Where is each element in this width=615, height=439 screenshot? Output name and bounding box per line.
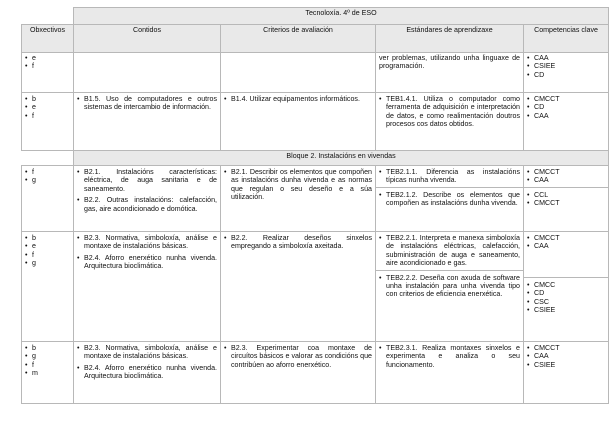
contents-cell: [74, 93, 221, 151]
block-header-row: [22, 151, 609, 166]
contents-cell: [74, 342, 221, 404]
competence-item: • CD: [527, 103, 605, 111]
competence-item: • CMCCT: [527, 199, 605, 207]
content-item: • B2.2. Outras instalacións: calefacción, gas, aire acondicionado e domótica.: [77, 196, 217, 213]
criterion-item: • B1.4. Utilizar equipamentos informáticos.: [224, 95, 372, 103]
column-header-row: [22, 25, 609, 53]
header-objectives: Obxectivos: [22, 25, 74, 53]
table-title: Tecnoloxía. 4º de ESO: [74, 8, 609, 25]
objectives-cell: [22, 93, 74, 151]
competence-item: • CMCCT: [527, 234, 605, 242]
contents-cell: [74, 166, 221, 232]
content-item: • B2.1. Instalacións características: eléctrica, de auga sanitaria e de saneamento.: [77, 168, 217, 193]
competences-cell: [524, 53, 609, 93]
competence-item: • CAA: [527, 176, 605, 184]
header-contents: Contidos: [74, 25, 221, 53]
competence-item: • CMCCT: [527, 344, 605, 352]
objective-item: • f: [25, 361, 70, 369]
criteria-cell: [221, 166, 376, 232]
standard-subcell: [376, 187, 523, 208]
criterion-item: • B2.2. Realizar deseños sinxelos empregando a simboloxía axeitada.: [224, 234, 372, 251]
objective-item: • g: [25, 176, 70, 184]
competence-item: • CMCCT: [527, 168, 605, 176]
table-row: [22, 166, 609, 232]
criteria-cell: [221, 342, 376, 404]
objective-item: • f: [25, 112, 70, 120]
table-title-row: [22, 8, 609, 25]
criteria-cell: [221, 93, 376, 151]
objectives-cell: [22, 232, 74, 342]
competence-item: • CSC: [527, 298, 605, 306]
objective-item: • e: [25, 54, 70, 62]
standard-cell: [376, 342, 524, 404]
table-row: [22, 53, 609, 93]
objective-item: • f: [25, 251, 70, 259]
competence-item: • CAA: [527, 352, 605, 360]
objective-item: • b: [25, 344, 70, 352]
competences-cell: [524, 93, 609, 151]
competences-cell: [524, 232, 609, 342]
competence-item: • CAA: [527, 112, 605, 120]
competence-item: • CSIEE: [527, 62, 605, 70]
contents-cell: [74, 232, 221, 342]
header-standards: Estándares de aprendizaxe: [376, 25, 524, 53]
competence-item: • CAA: [527, 54, 605, 62]
objective-item: • b: [25, 234, 70, 242]
objective-item: • e: [25, 103, 70, 111]
criterion-item: • B2.1. Describir os elementos que compoñen as instalacións dunha vivenda e as normas que regulan o seu deseño e a súa utilización.: [224, 168, 372, 202]
standard-subcell: [376, 270, 523, 299]
standard-cell: [376, 93, 524, 151]
standard-item: • TEB2.2.2. Deseña con axuda de software unha instalación para unha vivenda tipo con criterios de eficiencia enerxética.: [379, 274, 520, 299]
content-item: • B2.3. Normativa, simboloxía, análise e montaxe de instalacións básicas.: [77, 344, 217, 361]
standard-item: • TEB2.3.1. Realiza montaxes sinxelos e experimenta e analiza o seu funcionamento.: [379, 344, 520, 369]
criterion-item: • B2.3. Experimentar coa montaxe de circuítos básicos e valorar as condicións que contribúen ao aforro enerxético.: [224, 344, 372, 369]
objective-item: • f: [25, 62, 70, 70]
competence-item: • CD: [527, 289, 605, 297]
content-item: • B2.4. Aforro enerxético nunha vivenda. Arquitectura bioclimática.: [77, 254, 217, 271]
content-item: • B2.4. Aforro enerxético nunha vivenda. Arquitectura bioclimática.: [77, 364, 217, 381]
header-criteria: Criterios de avaliación: [221, 25, 376, 53]
objective-item: • f: [25, 168, 70, 176]
competence-item: • CAA: [527, 242, 605, 250]
standard-cell: [376, 166, 524, 232]
competence-item: • CSIEE: [527, 361, 605, 369]
objective-item: • b: [25, 95, 70, 103]
objectives-cell: [22, 53, 74, 93]
block-2-title: Bloque 2. Instalacións en vivendas: [74, 151, 609, 166]
objective-item: • g: [25, 352, 70, 360]
competences-cell: [524, 166, 609, 232]
table-row: [22, 232, 609, 342]
table-row: [22, 93, 609, 151]
standard-item: • TEB1.4.1. Utiliza o computador como ferramenta de adquisición e interpretación de datos, e como realimentación doutros procesos cos datos obtidos.: [379, 95, 520, 129]
standard-item: • TEB2.1.1. Diferencia as instalacións típicas nunha vivenda.: [379, 168, 520, 185]
competences-subcell: [524, 187, 608, 208]
competences-cell: [524, 342, 609, 404]
criteria-cell: [221, 53, 376, 93]
header-competences: Competencias clave: [524, 25, 609, 53]
criteria-cell: [221, 232, 376, 342]
objective-item: • g: [25, 259, 70, 267]
objectives-cell: [22, 342, 74, 404]
curriculum-table: [21, 7, 609, 404]
objectives-cell: [22, 166, 74, 232]
competence-item: • CMCCT: [527, 95, 605, 103]
content-item: • B1.5. Uso de computadores e outros sistemas de intercambio de información.: [77, 95, 217, 112]
standard-cell: ver problemas, utilizando unha linguaxe de programación.: [376, 53, 524, 93]
table-row: [22, 342, 609, 404]
competence-item: • CCL: [527, 191, 605, 199]
competences-subcell: [524, 277, 608, 315]
standard-cell: [376, 232, 524, 342]
objective-item: • e: [25, 242, 70, 250]
competence-item: • CSIEE: [527, 306, 605, 314]
standard-item: • TEB2.1.2. Describe os elementos que compoñen as instalacións dunha vivenda.: [379, 191, 520, 208]
competence-item: • CMCC: [527, 281, 605, 289]
contents-cell: [74, 53, 221, 93]
competence-item: • CD: [527, 71, 605, 79]
objective-item: • m: [25, 369, 70, 377]
standard-item: • TEB2.2.1. Interpreta e manexa simboloxía de instalacións eléctricas, calefacción, subministración de auga e saneamento, aire acondicionado e gas.: [379, 234, 520, 268]
content-item: • B2.3. Normativa, simboloxía, análise e montaxe de instalacións básicas.: [77, 234, 217, 251]
